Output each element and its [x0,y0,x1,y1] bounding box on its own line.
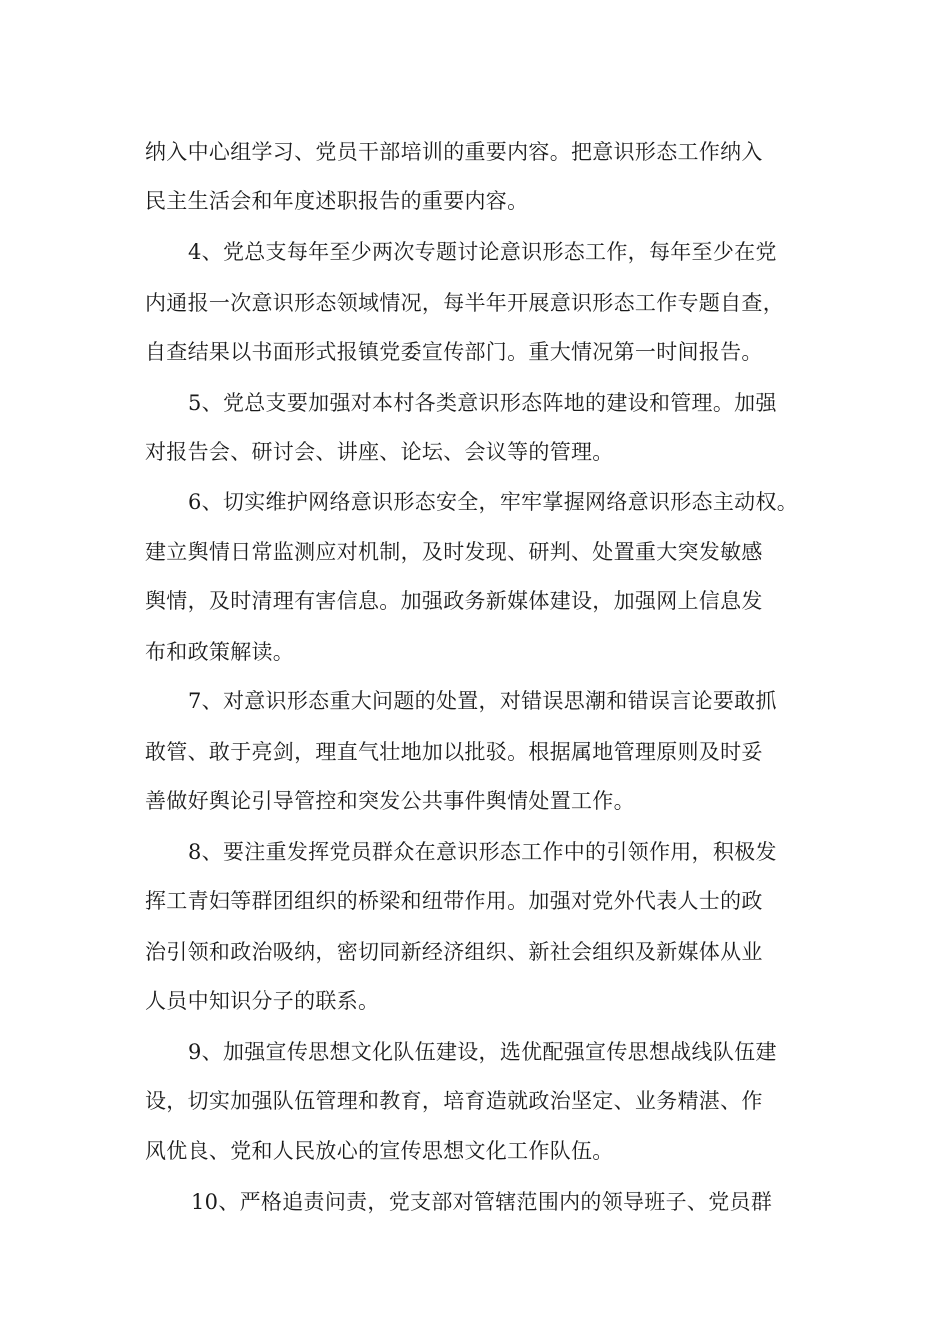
text-line: 对报告会、研讨会、讲座、论坛、会议等的管理。 [145,440,614,464]
text-line: 布和政策解读。 [145,640,295,664]
text-line: 自查结果以书面形式报镇党委宣传部门。重大情况第一时间报告。 [145,340,763,364]
text-line: 设，切实加强队伍管理和教育，培育造就政治坚定、业务精湛、作 [145,1089,763,1113]
paragraph-9-first-line: 9、加强宣传思想文化队伍建设，选优配强宣传思想战线队伍建 [188,1040,777,1064]
text-line: 内通报一次意识形态领域情况，每半年开展意识形态工作专题自查， [145,291,784,315]
text-line: 挥工青妇等群团组织的桥梁和纽带作用。加强对党外代表人士的政 [145,889,763,913]
text-line: 敢管、敢于亮剑，理直气壮地加以批驳。根据属地管理原则及时妥 [145,740,763,764]
text-line: 建立舆情日常监测应对机制，及时发现、研判、处置重大突发敏感 [145,540,763,564]
paragraph-4-first-line: 4、党总支每年至少两次专题讨论意识形态工作，每年至少在党 [188,240,777,264]
text-line: 舆情，及时清理有害信息。加强政务新媒体建设，加强网上信息发 [145,589,763,613]
paragraph-7-first-line: 7、对意识形态重大问题的处置，对错误思潮和错误言论要敢抓 [188,689,777,713]
text-line: 治引领和政治吸纳，密切同新经济组织、新社会组织及新媒体从业 [145,940,763,964]
text-line: 人员中知识分子的联系。 [145,989,380,1013]
text-line: 善做好舆论引导管控和突发公共事件舆情处置工作。 [145,789,635,813]
text-line: 民主生活会和年度述职报告的重要内容。 [145,189,529,213]
paragraph-10-first-line: 10、严格追责问责，党支部对管辖范围内的领导班子、党员群 [191,1190,773,1214]
paragraph-6-first-line: 6、切实维护网络意识形态安全，牢牢掌握网络意识形态主动权。 [188,490,799,514]
paragraph-8-first-line: 8、要注重发挥党员群众在意识形态工作中的引领作用，积极发 [188,840,777,864]
paragraph-5-first-line: 5、党总支要加强对本村各类意识形态阵地的建设和管理。加强 [188,391,777,415]
text-line: 风优良、党和人民放心的宣传思想文化工作队伍。 [145,1139,614,1163]
text-line: 纳入中心组学习、党员干部培训的重要内容。把意识形态工作纳入 [145,140,763,164]
